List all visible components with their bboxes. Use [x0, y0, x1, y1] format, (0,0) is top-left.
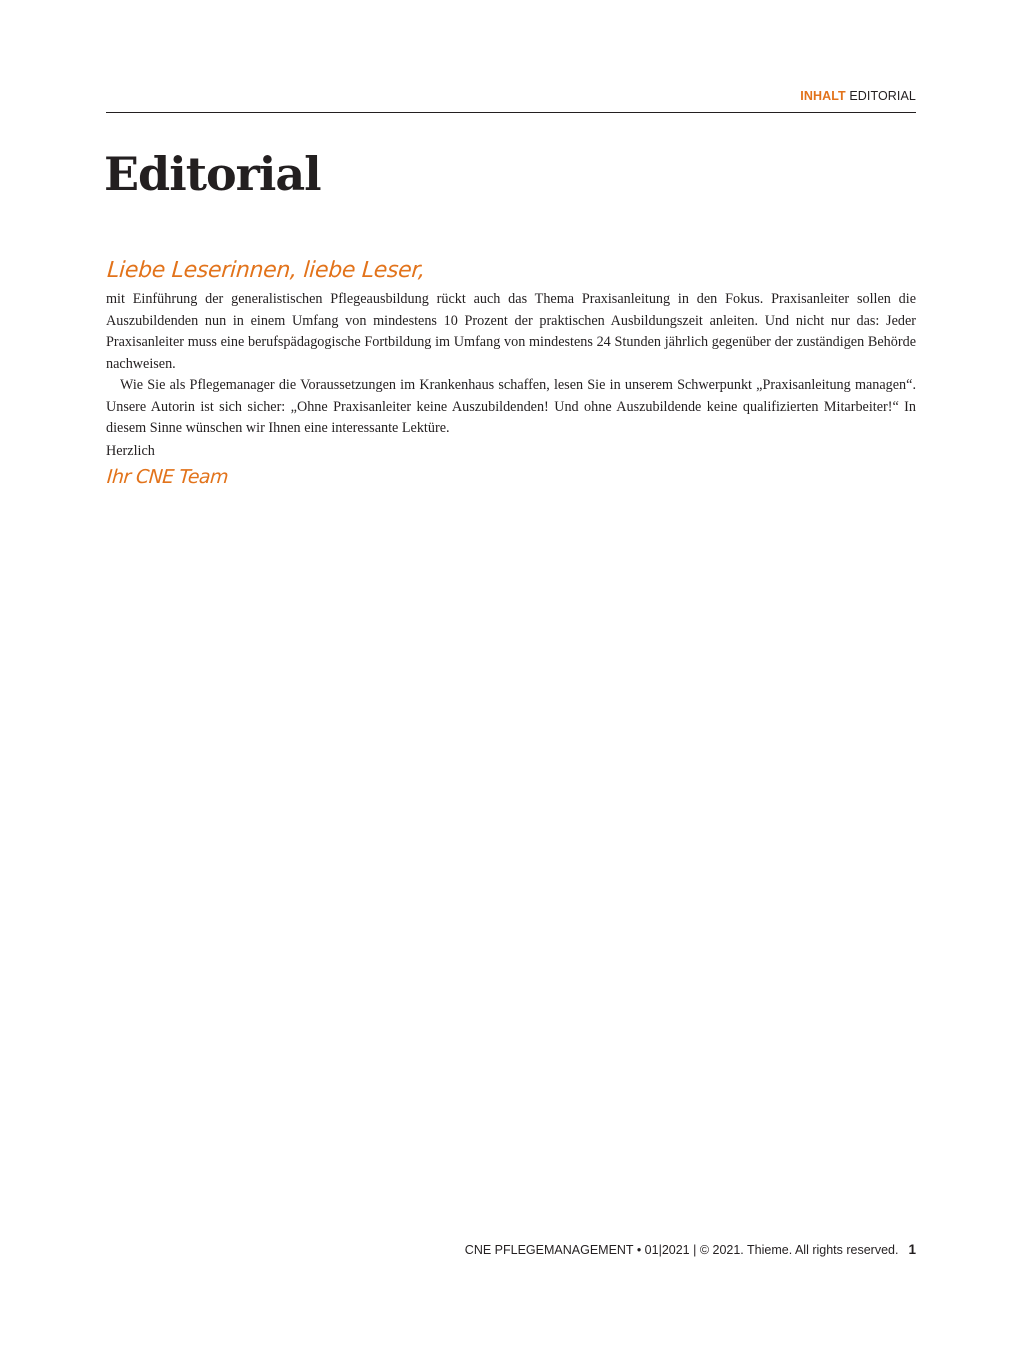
page-title: Editorial: [104, 147, 321, 201]
footer-text: CNE PFLEGEMANAGEMENT • 01|2021 | © 2021. Thieme. All rights reserved.: [464, 1243, 899, 1257]
header-page-name: EDITORIAL: [849, 89, 916, 103]
body-paragraph: mit Einführung der generalistischen Pflegeausbildung rückt auch das Thema Praxisanleitung in den Fokus. Praxisanleiter sollen die Auszubildenden nun in einem Umfang von mindestens 10 Prozent der praktischen Ausbildungszeit anleiten. Und nicht nur das: Jeder Praxisanleiter muss eine berufspädagogische Fortbildung im Umfang von mindestens 24 Stunden jährlich gegenüber der zuständigen Behörde nachweisen.: [106, 291, 916, 372]
running-header: [106, 88, 916, 113]
signature: Ihr CNE Team: [106, 466, 229, 488]
header-section-label: INHALT: [800, 89, 846, 103]
editorial-body: [106, 289, 916, 440]
page-footer: [106, 1241, 916, 1259]
body-paragraph: Wie Sie als Pflegemanager die Voraussetzungen im Krankenhaus schaffen, lesen Sie in unserem Schwerpunkt „Praxisanleitung managen“. Unsere Autorin ist sich sicher: „Ohne Praxisanleiter keine Auszubildenden! Und ohne Auszubildende keine qualifizierten Mitarbeiter!“ In diesem Sinne wünschen wir Ihnen eine interessante Lektüre.: [106, 377, 916, 436]
closing-text: Herzlich: [106, 443, 155, 459]
page-number: 1: [908, 1242, 916, 1257]
salutation: Liebe Leserinnen, liebe Leser,: [106, 258, 426, 283]
